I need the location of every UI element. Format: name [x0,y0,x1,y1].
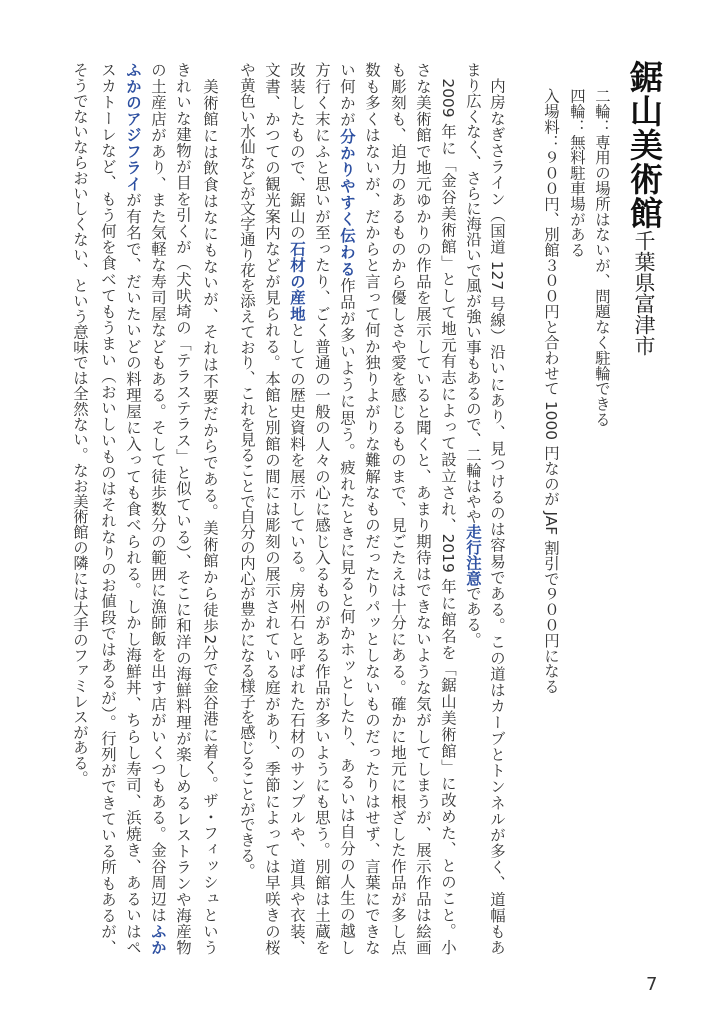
highlighted-text: 分かりやすく伝わる [338,128,356,278]
text-column [286,62,308,955]
text-segment: が有名で、だいたいどの料理屋に入っても食べられる。しかし海鮮丼、ちらし寿司、浜焼き、あるいはペ [124,192,142,955]
text-segment: まり広くなく、さらに海沿いで風が強い事もあるので、二輪はやや [464,62,482,524]
text-segment: さな美術館で地元ゆかりの作品を展示していると聞くと、あまり期待はできないような気がしてしまうが、展示作品は絵画 [414,62,432,955]
text-segment: 美術館には飲食はなにもないが、それは不要だからである。美術館から徒歩2分で金谷港に着く。ザ・フィッシュという [201,62,219,955]
info-car: 四輪：無料駐車場がある [568,88,586,258]
text-segment: きれいな建物が目を引くが（犬吠埼の「テラステラス」と似ている）、そこに和洋の海鮮料理が楽しめるレストランや海産物 [174,62,192,955]
text-column [236,62,258,878]
text-column [147,62,169,955]
text-column [361,62,383,955]
text-column [311,62,333,955]
text-column [261,62,283,955]
text-segment: や黄色い水仙などが文字通り花を添えており、これを見ることで自分の内心が豊かになる様子を感じることができる。 [238,62,256,879]
text-segment: 2009 年に「金谷美術館」として地元有志によって設立され、2019 年に館名を「鋸山美術館」に改めた、とのこと。小 [439,62,457,955]
text-column [69,62,91,786]
text-segment: 文書、かつての観光案内などが見られる。本館と別館の間には彫刻の展示されている庭があり、季節によっては早咲きの桜 [263,62,281,955]
text-segment: い何かが [338,62,356,129]
text-segment: である。 [464,585,482,648]
text-column [199,62,221,955]
text-segment: の土産店があり、また気軽な寿司屋などもある。そして徒歩数分の範囲に漁師飯を出す店がいくつもある。金谷周辺は [149,62,167,924]
highlighted-text: 走行注意 [464,524,482,586]
info-admission: 入場料：９００円、別館３００円と合わせて 1000 円なのが JAF 割引で９００円になる [542,88,560,694]
text-column [437,62,459,955]
page-number: 7 [646,974,658,995]
text-column [486,62,508,955]
text-column [122,62,144,955]
article-location: 千葉県富津市 [632,230,656,356]
text-segment: も彫刻も、迫力のあるものから優しさや愛を感じるものまで、見ごたえは十分にある。確かに地元に根ざした作品が多し点 [389,62,407,955]
text-segment: そうでないならおいしくない、という意味では全然ない。なお美術館の隣には大手のファミレスがある。 [71,62,89,786]
text-column [412,62,434,955]
text-segment: としての歴史資料を展示している。房州石と呼ばれた石材のサンプルや、道具や衣装、 [288,322,306,956]
text-column [336,62,358,955]
highlighted-text: ふか [149,923,167,955]
text-column [462,62,484,647]
text-column [172,62,194,955]
text-segment: スカトーレなど、もう何を食べてもうまい（おいしいものはそれなりのお値段ではあるが）。行列ができている所もあるが、 [99,62,117,955]
article-title: 鋸山美術館 [625,60,664,230]
info-motorcycle: 二輪：専用の場所はないが、問題なく駐輪できる [593,88,611,427]
text-segment: 数も多くはないが、だからと言って何か独りよがりな難解なものだったりパッとしないものだったりはせず、言葉にできな [363,62,381,955]
highlighted-text: 石材の産地 [288,240,306,323]
text-segment: 改装したもので、鋸山の [288,62,306,241]
text-segment: 方行く末にふと思いが至ったり、ごく普通の一般の人々の心に感じ入るものがある作品が多いようにも思う。別館は土蔵を [313,62,331,955]
highlighted-text: ふかのアジフライ [124,62,142,193]
text-column [97,62,119,955]
text-segment: 作品が多いように思う。疲れたときに見ると何かホッとしたり、あるいは自分の人生の越し [338,277,356,955]
text-segment: 内房なぎさライン（国道 127 号線）沿いにあり、見つけるのは容易である。この道はカーブとトンネルが多く、道幅もあ [488,62,506,955]
text-column [387,62,409,955]
